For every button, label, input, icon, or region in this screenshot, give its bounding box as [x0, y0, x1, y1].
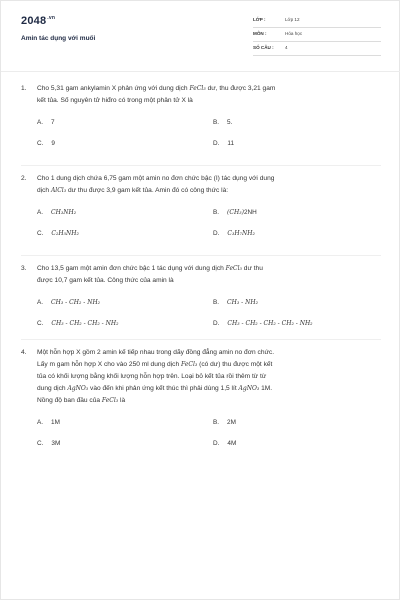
- text-run: Cho 1 dung dịch chứa 6,75 gam một amin no đơn chức bậc (I) tác dụng với dung: [37, 175, 275, 182]
- text-run: Một hỗn hợp X gồm 2 amin kế tiếp nhau trong dãy đồng đẳng amin no đơn chức.: [37, 349, 275, 356]
- answer-option-b[interactable]: [213, 209, 257, 216]
- option-label: A.: [37, 119, 44, 126]
- option-label: C.: [37, 440, 44, 447]
- question-number: 1.: [21, 85, 27, 92]
- answer-option-c[interactable]: [37, 320, 119, 327]
- question-line: [37, 359, 381, 371]
- question-line: [37, 173, 381, 185]
- question-line: [37, 83, 381, 95]
- answer-option-a[interactable]: [37, 119, 55, 126]
- option-label: B.: [213, 209, 220, 216]
- question-line: [37, 347, 381, 359]
- question-line: [37, 371, 381, 383]
- text-run: kết tủa. Số nguyên tử hiđro có trong một phân tử X là: [37, 97, 193, 104]
- meta-value: 4: [285, 45, 288, 50]
- option-label: A.: [37, 299, 44, 306]
- question-number: 4.: [21, 349, 27, 356]
- question-separator: [21, 165, 381, 166]
- answer-option-b[interactable]: [213, 119, 232, 126]
- meta-row-count: [253, 42, 381, 56]
- meta-key: LỚP :: [253, 17, 266, 22]
- question-line: [37, 185, 381, 197]
- meta-info: [253, 14, 381, 56]
- text-run: là: [118, 397, 126, 404]
- question-line: [37, 383, 381, 395]
- brand-name: 2048: [21, 15, 47, 27]
- meta-row-subject: [253, 28, 381, 42]
- option-label: D.: [213, 230, 220, 237]
- chemical-formula: CH₃ - NH₂: [227, 299, 259, 306]
- answer-option-a[interactable]: [37, 299, 100, 306]
- meta-key: SỐ CÂU :: [253, 45, 274, 50]
- option-text: 7: [51, 119, 55, 126]
- option-text: 9: [51, 140, 55, 147]
- option-text: 3M: [51, 440, 61, 447]
- text-run: dư, thu được 3,21 gam: [205, 85, 276, 92]
- chemical-formula: CH₃NH₂: [51, 209, 77, 216]
- meta-row-class: [253, 14, 381, 28]
- question-separator: [21, 255, 381, 256]
- answer-option-b[interactable]: [213, 299, 258, 306]
- meta-key: MÔN :: [253, 31, 267, 36]
- page-header: [1, 1, 400, 71]
- text-run: Cho 13,5 gam một amin đơn chức bậc 1 tác dụng với dung dịch: [37, 265, 226, 272]
- text-run: (có dư) thu được một kết: [197, 361, 273, 368]
- answer-option-c[interactable]: [37, 440, 60, 447]
- option-label: A.: [37, 419, 44, 426]
- brand-logo[interactable]: [21, 15, 55, 27]
- text-run: dung dịch: [37, 385, 68, 392]
- question-line: [37, 275, 381, 287]
- answer-option-d[interactable]: [213, 440, 236, 447]
- chemical-formula: AgNO₃: [67, 385, 89, 392]
- question-separator: [21, 339, 381, 340]
- chemical-formula: FeCl₃: [180, 361, 198, 368]
- chemical-formula: CH₃ - CH₂ - CH₂ - CH₂ - NH₂: [227, 320, 313, 327]
- answer-option-b[interactable]: [213, 419, 236, 426]
- answer-option-a[interactable]: [37, 419, 60, 426]
- question-body: [37, 347, 381, 407]
- answer-option-d[interactable]: [213, 320, 313, 327]
- answer-option-c[interactable]: [37, 140, 55, 147]
- text-run: Nồng độ ban đầu của: [37, 397, 102, 404]
- option-text: 2NH: [243, 209, 257, 216]
- option-label: A.: [37, 209, 44, 216]
- chemical-formula: AgNO₃: [238, 385, 260, 392]
- option-text: 4M: [227, 440, 237, 447]
- question-number: 3.: [21, 265, 27, 272]
- text-run: Cho 5,31 gam ankylamin X phản ứng với dung dịch: [37, 85, 190, 92]
- question-line: [37, 263, 381, 275]
- chemical-formula: (CH₃): [227, 209, 244, 216]
- answer-option-d[interactable]: [213, 140, 234, 147]
- option-label: B.: [213, 119, 220, 126]
- option-label: D.: [213, 440, 220, 447]
- text-run: dư thu: [241, 265, 263, 272]
- chemical-formula: FeCl₃: [101, 397, 119, 404]
- chemical-formula: FeCl₃: [189, 85, 206, 92]
- text-run: dư thu được 3,9 gam kết tủa. Amin đó có công thức là:: [66, 187, 229, 194]
- option-text: 5.: [227, 119, 233, 126]
- text-run: 1M.: [259, 385, 273, 392]
- meta-value: Hóa học: [285, 31, 303, 36]
- option-text: 1M: [51, 419, 60, 426]
- chemical-formula: C₃H₇NH₂: [227, 230, 255, 237]
- document-title: Amin tác dụng với muối: [21, 35, 96, 42]
- option-label: C.: [37, 320, 44, 327]
- question-number: 2.: [21, 175, 27, 182]
- answer-option-a[interactable]: [37, 209, 76, 216]
- option-label: B.: [213, 419, 220, 426]
- question-line: [37, 395, 381, 407]
- answer-option-c[interactable]: [37, 230, 79, 237]
- option-text: 2M: [227, 419, 236, 426]
- text-run: được 10,7 gam kết tủa. Công thức của amin là: [37, 277, 174, 284]
- chemical-formula: CH₃ - CH₂ - NH₂: [51, 299, 101, 306]
- answer-option-d[interactable]: [213, 230, 255, 237]
- text-run: dịch: [37, 187, 51, 194]
- text-run: vào đến khi phản ứng kết thúc thì phải dùng 1,5 lít: [88, 385, 239, 392]
- brand-suffix: .vn: [47, 15, 56, 22]
- text-run: tủa có khối lượng bằng khối lượng hỗn hợp trên. Loại bỏ kết tủa rồi thêm từ từ: [37, 373, 267, 380]
- question-body: [37, 263, 381, 287]
- chemical-formula: CH₃ - CH₂ - CH₂ - NH₂: [51, 320, 119, 327]
- option-text: 11: [227, 140, 235, 147]
- meta-value: Lớp 12: [285, 17, 300, 22]
- question-line: [37, 95, 381, 107]
- option-label: C.: [37, 140, 44, 147]
- option-label: D.: [213, 140, 220, 147]
- chemical-formula: AlCl₃: [50, 187, 67, 194]
- question-body: [37, 173, 381, 197]
- chemical-formula: FeCl₃: [225, 265, 242, 272]
- option-label: B.: [213, 299, 220, 306]
- option-label: D.: [213, 320, 220, 327]
- question-body: [37, 83, 381, 107]
- text-run: Lấy m gam hỗn hợp X cho vào 250 ml dung dịch: [37, 361, 181, 368]
- chemical-formula: C₂H₅NH₂: [51, 230, 79, 237]
- header-divider: [1, 71, 400, 72]
- option-label: C.: [37, 230, 44, 237]
